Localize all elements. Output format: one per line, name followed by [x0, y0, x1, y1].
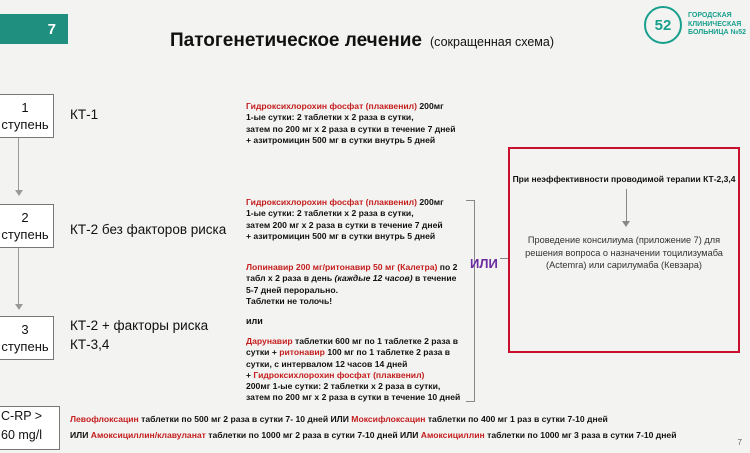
- escalation-box: [508, 147, 740, 353]
- step-3-ct-grade-2: КТ-3,4: [70, 337, 110, 352]
- step-connector-2: [18, 248, 19, 306]
- logo-line-2: КЛИНИЧЕСКАЯ: [688, 20, 742, 28]
- regimen-text: +: [246, 369, 254, 380]
- or-label: ИЛИ: [470, 256, 498, 271]
- step-2-ct-grade: КТ-2 без факторов риска: [70, 222, 227, 237]
- logo-line-1: ГОРОДСКАЯ: [688, 12, 732, 20]
- page-number: 7: [737, 438, 742, 447]
- step-3-number: 3: [21, 322, 29, 337]
- drug-name: ритонавир: [279, 347, 325, 358]
- drug-name: Моксифлоксацин: [351, 414, 426, 424]
- antibiotics-row-2: [70, 430, 676, 440]
- regimen-line: + азитромицин 500 мг в сутки внутрь 5 дней: [246, 230, 436, 241]
- escalation-body: Проведение консилиума (приложение 7) для решения вопроса о назначении тоцилизумаба (Actemra) или сарилумаба (Кевзара): [525, 235, 723, 270]
- slide-number-tab: [0, 14, 68, 44]
- step-3-ct-grade: КТ-2 + факторы риска: [70, 318, 209, 333]
- step-2-number: 2: [21, 210, 29, 225]
- step-connector-1: [18, 138, 19, 192]
- regimen-step-1: [246, 101, 455, 146]
- regimen-text: таблетки по 400 мг 1 раз в сутки 7-10 дней: [425, 414, 608, 424]
- regimen-line: затем 200 мг х 2 раза в сутки в течение 7 дней: [246, 219, 443, 230]
- regimen-step-2: [246, 197, 444, 242]
- regimen-line: 1-ые сутки: 2 таблетки х 2 раза в сутки,: [246, 208, 414, 219]
- crp-line-1: C-RP >: [1, 409, 43, 423]
- escalation-heading: При неэффективности проводимой терапии КТ-2,3,4: [512, 174, 736, 184]
- page-title: [170, 30, 554, 52]
- drug-name: Лопинавир 200 мг/ритонавир 50 мг (Калетра): [246, 262, 438, 272]
- escalation-connector: [626, 189, 627, 223]
- drug-name: Амоксициллин/клавуланат: [90, 430, 206, 440]
- regimen-line: 1-ые сутки: 2 таблетки х 2 раза в сутки,: [246, 112, 414, 123]
- crp-line-2: 60 mg/l: [1, 428, 42, 442]
- step-1-number: 1: [21, 100, 29, 115]
- drug-name: Гидроксихлорохин фосфат (плаквенил): [246, 101, 417, 111]
- drug-dose: по 2: [437, 262, 458, 272]
- drug-name: Дарунавир: [246, 336, 293, 346]
- step-1-label: ступень: [1, 117, 49, 132]
- step-3-box: [0, 316, 54, 360]
- drug-name: Гидроксихлорохин фосфат (плаквенил): [253, 369, 425, 380]
- hospital-logo-text: [688, 12, 750, 38]
- regimen-text: в течение: [412, 273, 457, 284]
- regimen-text: таблетки по 500 мг 2 раза в сутки 7- 10 дней ИЛИ: [138, 414, 352, 424]
- step-3-label: ступень: [1, 339, 49, 354]
- title-main: Патогенетическое лечение: [170, 30, 423, 51]
- logo-line-3: БОЛЬНИЦА №52: [688, 29, 747, 37]
- regimen-text: таблетки по 1000 мг 3 раза в сутки 7-10 дней: [484, 430, 677, 440]
- drug-dose: 200мг: [417, 101, 444, 111]
- regimen-line: Таблетки не толочь!: [246, 295, 333, 306]
- step-1-ct-grade: КТ-1: [70, 107, 99, 122]
- regimen-text: ИЛИ: [70, 430, 91, 440]
- drug-name: Левофлоксацин: [70, 414, 139, 424]
- regimen-italic: (каждые 12 часов): [334, 273, 413, 284]
- regimen-line: 200мг 1-ые сутки: 2 таблетки х 2 раза в сутки,: [246, 381, 441, 392]
- regimen-line: затем по 200 мг х 2 раза в сутки в течение 7 дней: [246, 123, 456, 134]
- arrow-down-icon: [15, 190, 23, 196]
- drug-name: Амоксициллин: [420, 430, 485, 440]
- arrow-down-icon: [622, 221, 630, 227]
- regimen-step-3-darunavir: [246, 336, 460, 404]
- hospital-logo: [644, 6, 750, 44]
- regimen-text: таблетки по 1000 мг 2 раза в сутки 7-10 дней ИЛИ: [205, 430, 421, 440]
- or-label-small: или: [246, 316, 263, 326]
- arrow-down-icon: [15, 304, 23, 310]
- drug-dose: 200мг: [417, 197, 444, 207]
- regimen-text: таблетки 600 мг по 1 таблетке 2 раза в: [292, 336, 458, 346]
- regimen-text: сутки +: [246, 347, 280, 358]
- step-2-label: ступень: [1, 227, 49, 242]
- antibiotics-row-1: [70, 414, 608, 424]
- regimen-step-3-lopinavir: [246, 262, 457, 307]
- drug-name: Гидроксихлорохин фосфат (плаквенил): [246, 197, 417, 207]
- regimen-bracket: [466, 200, 475, 402]
- hospital-logo-icon: 52: [644, 6, 682, 44]
- regimen-line: сутки, с интервалом 12 часов 14 дней: [246, 358, 408, 369]
- regimen-line: + азитромицин 500 мг в сутки внутрь 5 дней: [246, 134, 436, 145]
- slide-number: 7: [47, 20, 56, 38]
- bracket-connector: [500, 258, 508, 259]
- regimen-line: 5-7 дней перорально.: [246, 284, 338, 295]
- regimen-text: 100 мг по 1 таблетке 2 раза в: [324, 347, 451, 358]
- step-2-box: [0, 204, 54, 248]
- crp-box: [0, 406, 60, 450]
- regimen-text: табл х 2 раза в день: [246, 273, 335, 284]
- regimen-line: затем по 200 мг х 2 раза в сутки в течение 10 дней: [246, 392, 461, 403]
- title-subtitle: (сокращенная схема): [430, 35, 555, 49]
- step-1-box: [0, 94, 54, 138]
